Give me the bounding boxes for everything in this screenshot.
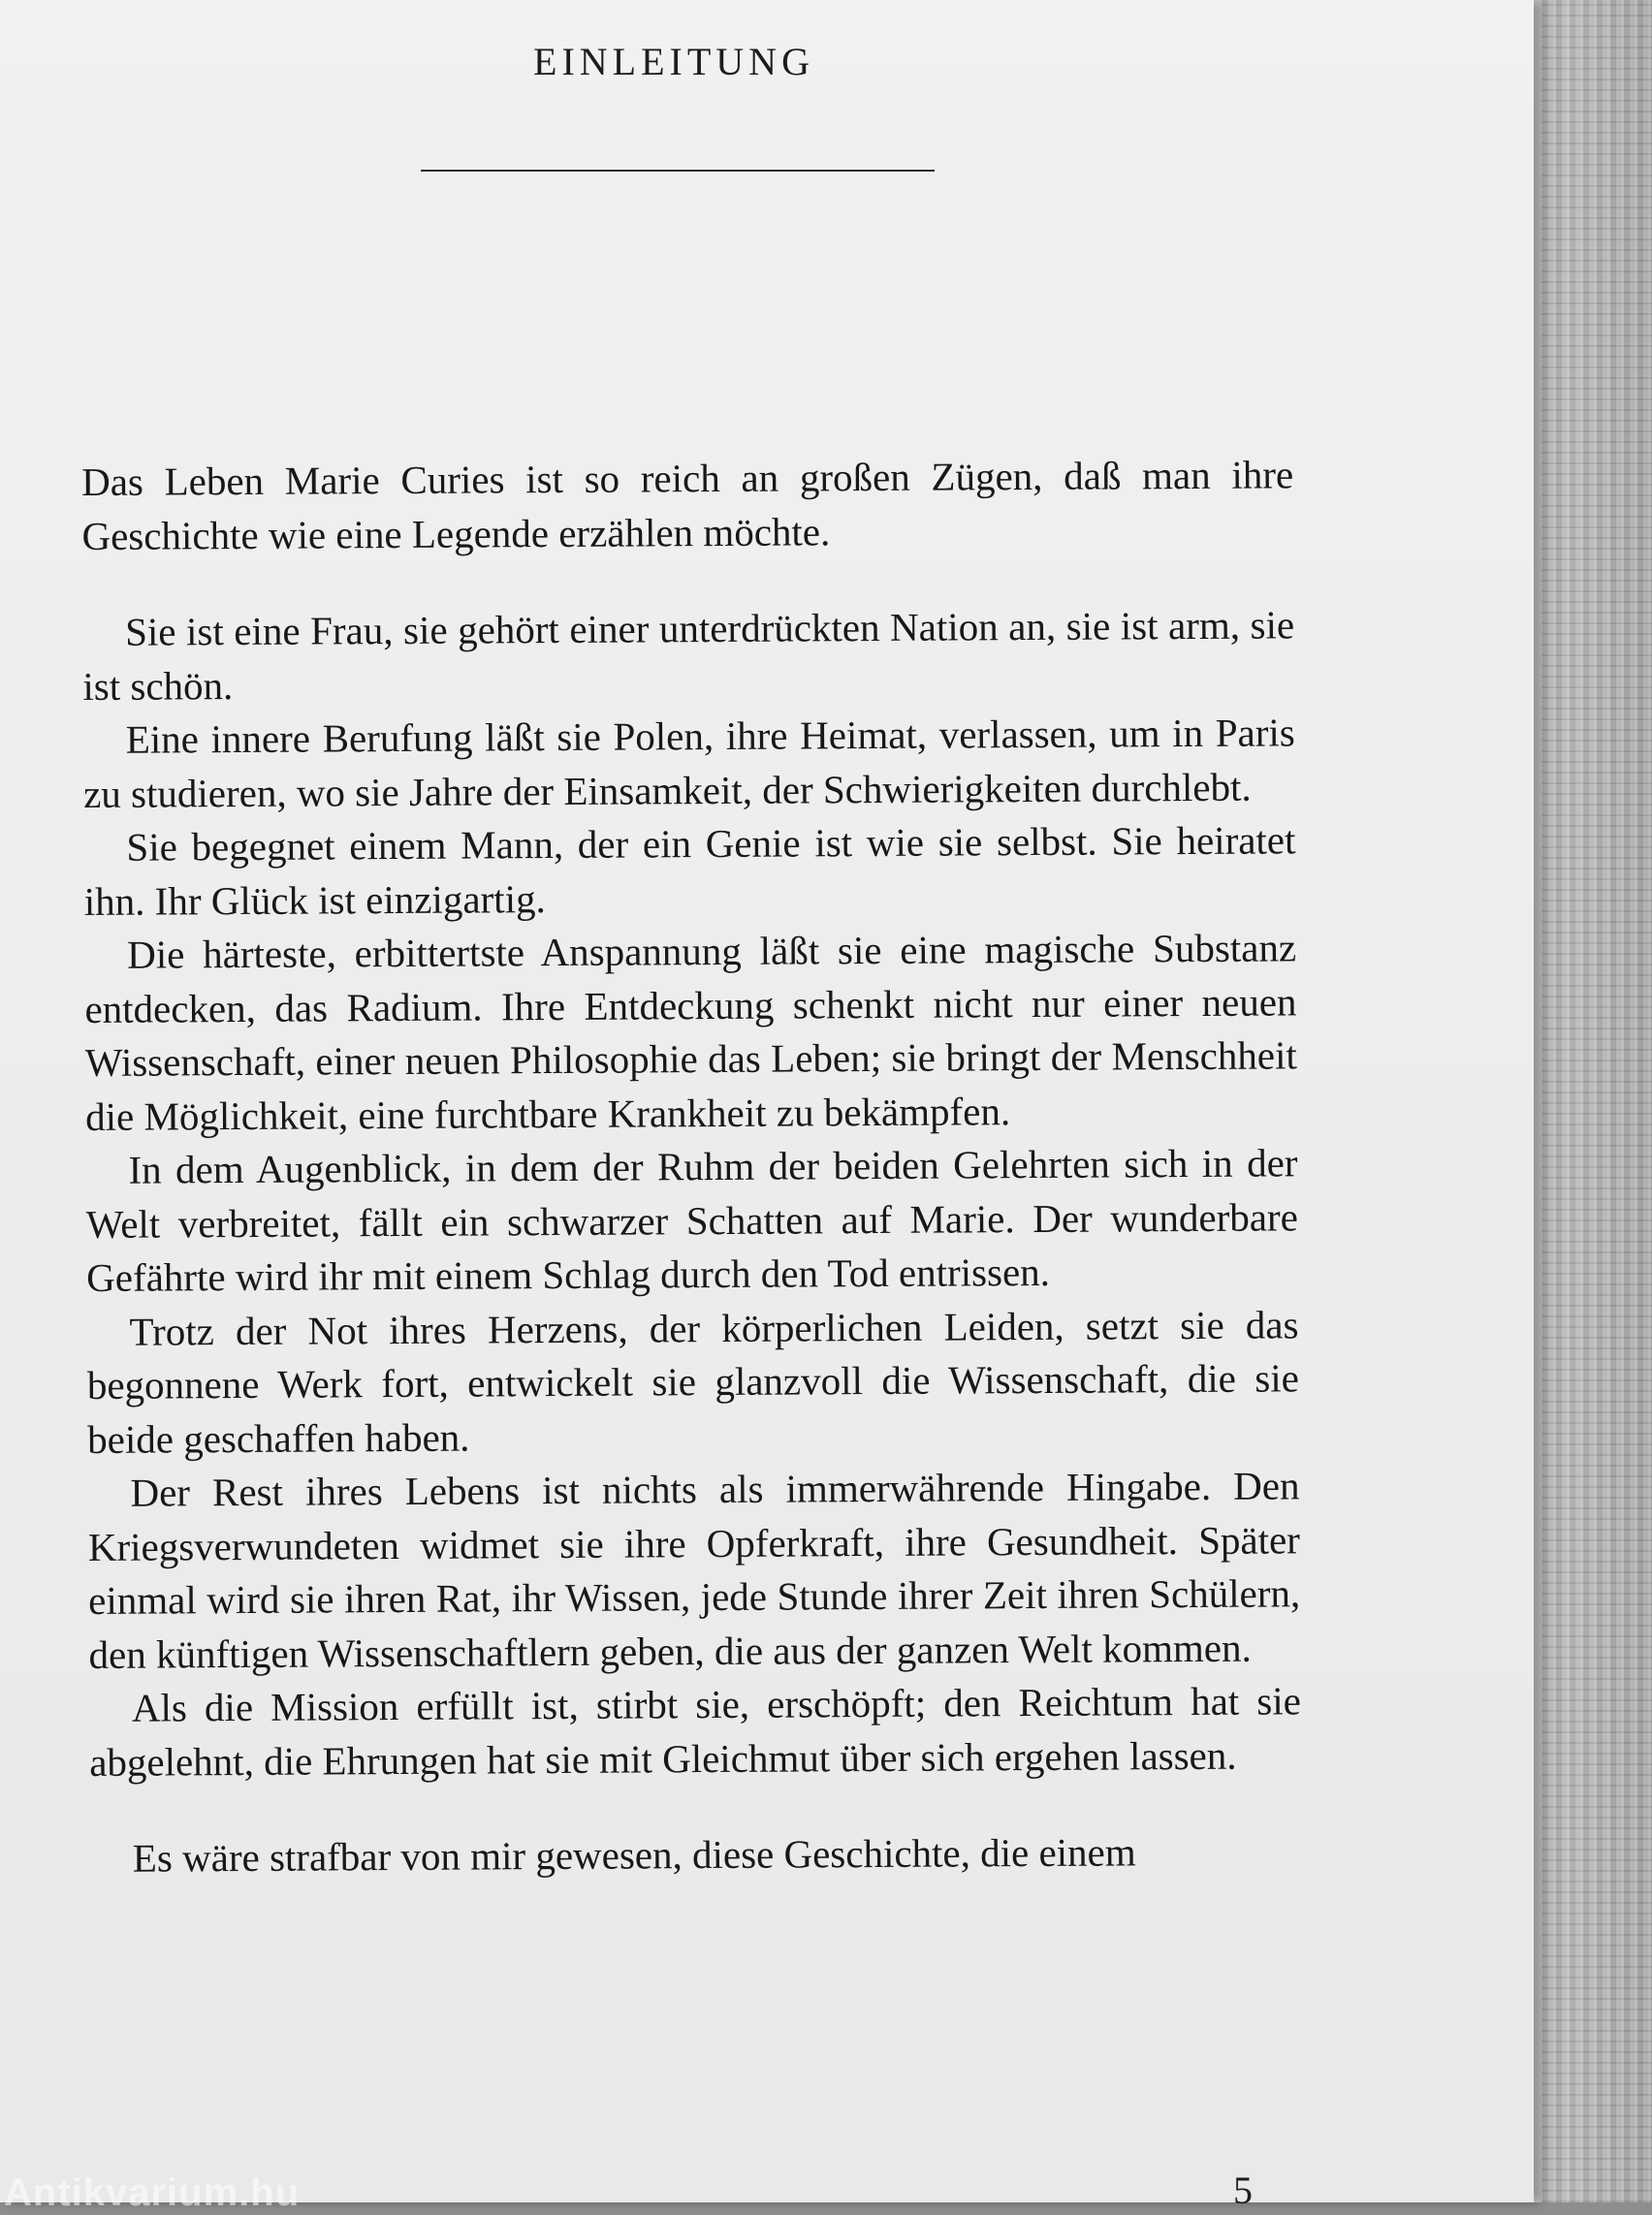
chapter-heading: EINLEITUNG <box>533 40 814 83</box>
paragraph-2: Sie ist eine Frau, sie gehört einer unterdrückten Nation an, sie ist arm, sie ist schön. <box>82 602 1295 709</box>
paragraph-9: Als die Mission erfüllt ist, stirbt sie, erschöpft; den Reichtum hat sie abgelehnt, die Ehrungen hat sie mit Gleichmut über sich ergehen lassen. <box>89 1678 1302 1785</box>
paragraph-6: In dem Augenblick, in dem der Ruhm der beiden Gelehrten sich in der Welt verbreitet, fällt ein schwarzer Schatten auf Marie. Der wunderbare Gefährte wird ihr mit einem Schlag durch den Tod entrissen. <box>85 1140 1298 1300</box>
watermark: Antikvarium.hu <box>4 2171 301 2214</box>
heading-divider <box>421 170 935 172</box>
paragraph-5: Die härteste, erbittertste Anspannung läßt sie eine magische Substanz entdecken, das Radium. Ihre Entdeckung schenkt nicht nur einer neuen Wissenschaft, einer neuen Philosophie das Leben; sie bringt der Menschheit die Möglichkeit, eine furchtbare Krankheit zu bekämpfen. <box>84 925 1297 1139</box>
paragraph-1: Das Leben Marie Curies ist so reich an großen Zügen, daß man ihre Geschichte wie eine Legende erzählen möchte. <box>81 452 1294 558</box>
body-text <box>81 448 1302 1885</box>
paragraph-8: Der Rest ihres Lebens ist nichts als immerwährende Hingabe. Den Kriegsverwundeten widmet sie ihre Opferkraft, ihre Gesundheit. Später einmal wird sie ihren Rat, ihr Wissen, jede Stunde ihrer Zeit ihren Schülern, den künftigen Wissenschaftlern geben, die aus der ganzen Welt kommen. <box>87 1463 1301 1677</box>
paragraph-7: Trotz der Not ihres Herzens, der körperlichen Leiden, setzt sie das begonnene Werk fort, entwickelt sie glanzvoll die Wissenschaft, die sie beide geschaffen haben. <box>86 1301 1299 1462</box>
paragraph-10: Es wäre strafbar von mir gewesen, diese Geschichte, die einem <box>132 1829 1136 1881</box>
paragraph-4: Sie begegnet einem Mann, der ein Genie ist wie sie selbst. Sie heiratet ihn. Ihr Glück ist einzigartig. <box>83 817 1296 924</box>
page-number: 5 <box>1233 2168 1253 2212</box>
paragraph-3: Eine innere Berufung läßt sie Polen, ihre Heimat, verlassen, um in Paris zu studieren, wo sie Jahre der Einsamkeit, der Schwierigkeiten durchlebt. <box>82 710 1295 816</box>
